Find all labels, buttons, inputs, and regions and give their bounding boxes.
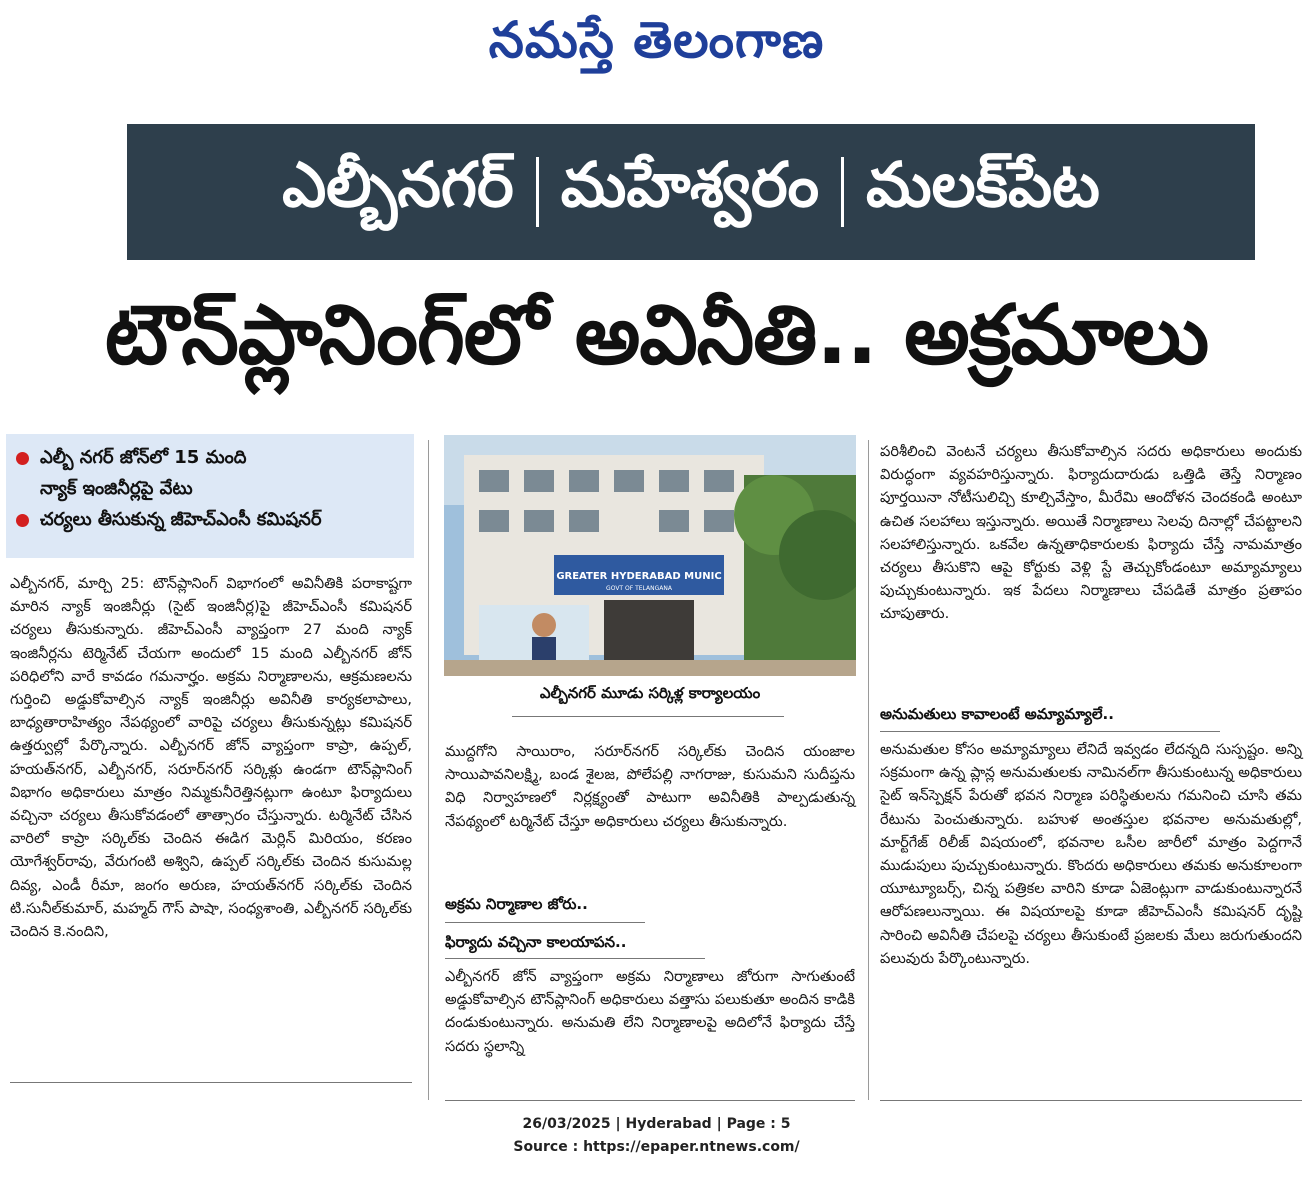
highlights-box	[6, 434, 414, 558]
article-column-1: ఎల్బీనగర్, మార్చి 25: టౌన్‌ప్లానింగ్ విభాగంలో అవినీతికి పరాకాష్టగా మారిన న్యాక్ ఇంజినీర్లు (సైట్ ఇంజినీర్ల)పై జీహెచ్‌ఎంసీ కమిషనర్ చర్యలు తీసుకున్నారు. జీహెచ్‌ఎంసీ వ్యాప్తంగా 27 మంది న్యాక్ ఇంజినీర్లను టెర్మినేట్ చేయగా అందులో 15 మంది ఎల్బీనగర్ జోన్ పరిధిలోని వారే కావడం గమనార్హం. అక్రమ నిర్మాణాలను, ఆక్రమణలను గుర్తించి అడ్డుకోవాల్సిన న్యాక్ ఇంజినీర్లు అవినీతి కార్యకలాపాలు, బాధ్యతారాహిత్యం నేపథ్యంలో వారిపై చర్యలు తీసుకున్నట్లు కమిషనర్ ఉత్తర్వుల్లో పేర్కొన్నారు. ఎల్బీనగర్ జోన్ వ్యాప్తంగా కాప్రా, ఉప్పల్, హయత్‌నగర్, ఎల్బీనగర్, సరూర్‌నగర్ సర్కిళ్లు ఉండగా టౌన్‌ప్లానింగ్ విభాగం అధికారులు మాత్రం నిమ్మకునీరెత్తినట్లుగా ఉంటూ ఫిర్యాదులు వచ్చినా చర్యలు తీసుకోవడంలో తాత్సారం చేస్తున్నారు. టర్మినేట్ చేసిన వారిలో కాప్రా సర్కిల్‌కు చెందిన ఈడిగ మెర్లిన్ మిరియం, కరణం యోగేశ్వర్‌రావు, వేరుగంటి అశ్విని, ఉప్పల్ సర్కిల్‌కు చెందిన కుసుమల్ల దివ్య, ఎండీ రీమా, జంగం అరుణ, హయత్‌నగర్ సర్కిల్‌కు చెందిన టి.సునీల్‌కుమార్, మహ్మద్ గౌస్ పాషా, సంధ్యశాంతి, ఎల్బీనగర్ సర్కిల్‌కు చెందిన కె.నందిని,	[10, 575, 412, 941]
subheading: అక్రమ నిర్మాణాల జోరు..	[445, 895, 588, 913]
main-headline: టౌన్‌ప్లానింగ్‌లో అవినీతి.. అక్రమాలు	[104, 288, 1209, 383]
highlight-text: చర్యలు తీసుకున్న జీహెచ్‌ఎంసీ కమిషనర్	[40, 509, 322, 530]
column-divider	[428, 440, 429, 1100]
photo-sign-subtext: GOVT OF TELANGANA	[606, 585, 672, 592]
subheading: అనుమతులు కావాలంటే అమ్యామ్యాలే..	[880, 705, 1114, 723]
bullet-icon	[16, 452, 29, 465]
zone-label: మహేశ్వరం	[560, 148, 820, 221]
subheading-rule	[445, 922, 645, 923]
footer-date-line: 26/03/2025 | Hyderabad | Page : 5	[522, 1116, 791, 1132]
highlight-item	[14, 442, 408, 473]
article-end-rule	[445, 1100, 855, 1101]
article-column-3-bottom: అనుమతుల కోసం అమ్యామ్యాలు లేనిదే ఇవ్వడం లేదన్నది సుస్పష్టం. అన్ని సక్రమంగా ఉన్న ప్లాన్ల అనుమతులకు నామినల్‌గా తీసుకుంటున్న అధికారులు సైట్ ఇన్‌స్పెక్షన్ పేరుతో భవన నిర్మాణ పరిస్థితులను గమనించి చూసి తమ రేటును పెంచుతున్నారు. బహుళ అంతస్తుల భవనాల అనుమతుల్లో, మార్ట్‌గేజ్ రిలీజ్ విషయంలో, భవనాల ఒసీల జారీలో మాత్రం పెద్దగానే ముడుపులు పుచ్చుకుంటున్నారు. కొందరు అధికారులు తమకు అనుకూలంగా యూట్యూబర్స్, చిన్న పత్రికల వారిని కూడా ఏజెంట్లుగా వాడుకుంటున్నారనే ఆరోపణలున్నాయి. ఈ విషయాలపై కూడా జీహెచ్‌ఎంసీ కమిషనర్ దృష్టి సారించి అవినీతి చేపలపై చర్యలు తీసుకుంటే ప్రజలకు మేలు జరుగుతుందని పలువురు పేర్కొంటున్నారు.	[880, 741, 1302, 967]
highlight-text: ఎల్బీ నగర్ జోన్‌లో 15 మంది	[40, 447, 247, 468]
footer-source-line: Source : https://epaper.ntnews.com/	[513, 1139, 800, 1155]
zone-separator	[536, 157, 539, 227]
highlight-item	[14, 504, 408, 535]
column-divider	[868, 440, 869, 1100]
caption-rule	[512, 716, 784, 717]
article-end-rule	[10, 1082, 412, 1083]
masthead-logo: నమస్తే తెలంగాణ	[488, 10, 825, 69]
highlight-text: న్యాక్ ఇంజినీర్లపై వేటు	[40, 478, 193, 499]
bullet-icon	[16, 514, 29, 527]
zone-separator	[841, 157, 844, 227]
article-column-2-top: ముద్దగోని సాయిరాం, సరూర్‌నగర్ సర్కిల్‌కు చెందిన యంజాల సాయిపావనిలక్ష్మి, బండ శైలజ, పోలేపల్లి నాగరాజు, కుసుమని సుదీప్తను విధి నిర్వాహణలో నిర్లక్ష్యంతో పాటుగా అవినీతికి పాల్పడుతున్న నేపథ్యంలో టర్మినేట్ చేస్తూ అధికారులు చర్యలు తీసుకున్నారు.	[445, 743, 855, 830]
article-end-rule	[880, 1100, 1302, 1101]
subheading-rule	[880, 731, 1220, 732]
article-column-3-top: పరిశీలించి వెంటనే చర్యలు తీసుకోవాల్సిన సదరు అధికారులు అందుకు విరుద్ధంగా వ్యవహరిస్తున్నారు. ఫిర్యాదుదారుడు ఒత్తిడి తెస్తే నిర్మాణం పూర్తయినా నోటీసులిచ్చి కూల్చివేస్తాం, మీరేమి ఆందోళన చెందకండి అంటూ ఉచిత సలహాలు ఇస్తున్నారు. అయితే నిర్మాణాలు సెలవు దినాల్లో చేపట్టాలని సలహాలిస్తున్నారు. ఒకవేల ఉన్నతాధికారులకు ఫిర్యాదు చేస్తే నామమాత్రం చర్యలు తీసుకొని ఆపై కోర్టుకు వెళ్లి స్టే తెచ్చుకోండంటూ అమ్యామ్యాలు పుచ్చుకుంటున్నారు. ఇక పేదలు నిర్మాణాలు చేపడితే మాత్రం ప్రతాపం చూపుతారు.	[880, 443, 1302, 623]
zone-label: మలక్‌పేట	[866, 148, 1100, 221]
zone-label: ఎల్బీనగర్	[282, 148, 514, 221]
subheading-rule	[445, 958, 705, 959]
zone-banner	[127, 124, 1255, 260]
article-column-2-bottom: ఎల్బీనగర్ జోన్ వ్యాప్తంగా అక్రమ నిర్మాణాలు జోరుగా సాగుతుంటే అడ్డుకోవాల్సిన టౌన్‌ప్లానింగ్ అధికారులు వత్తాసు పలుకుతూ అందిన కాడికి దండుకుంటున్నారు. అనుమతి లేని నిర్మాణాలపై అదిలోనే ఫిర్యాదు చేస్తే సదరు స్థలాన్ని	[445, 968, 855, 1055]
subheading: ఫిర్యాదు వచ్చినా కాలయాపన..	[445, 933, 627, 951]
office-photo	[444, 435, 856, 676]
photo-caption: ఎల్బీనగర్ మూడు సర్కిళ్ల కార్యాలయం	[539, 684, 761, 702]
office-building-image	[444, 435, 856, 676]
photo-sign-text: GREATER HYDERABAD MUNIC	[556, 571, 722, 582]
